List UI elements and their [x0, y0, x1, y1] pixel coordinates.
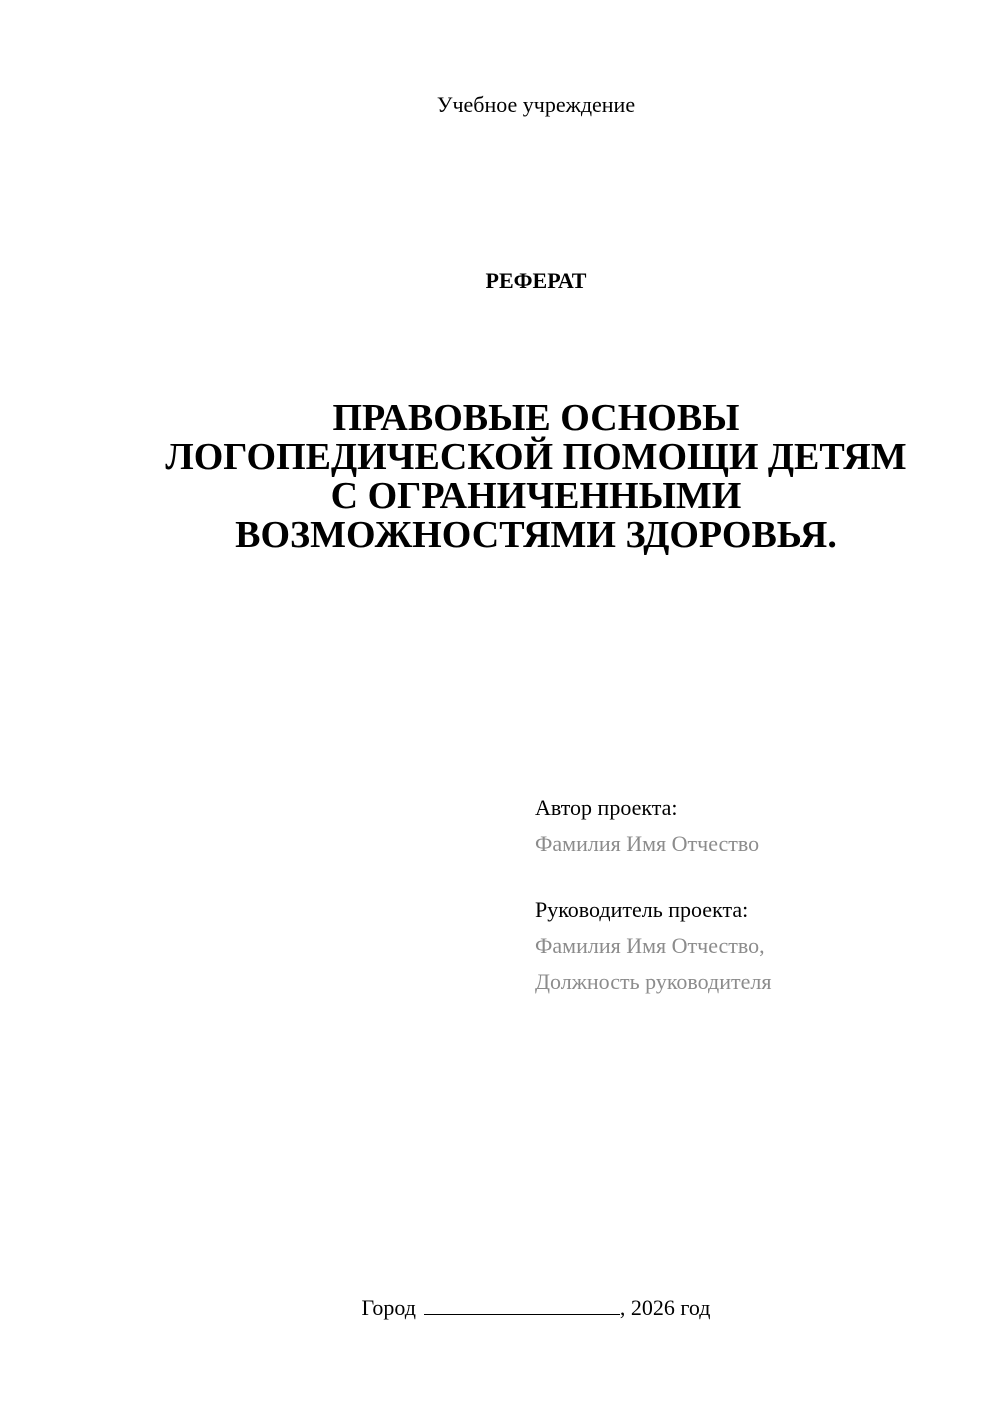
credits-block — [535, 790, 975, 1000]
supervisor-label: Руководитель проекта: — [535, 897, 749, 922]
title-line: ВОЗМОЖНОСТЯМИ ЗДОРОВЬЯ. — [235, 514, 837, 556]
supervisor-name: Фамилия Имя Отчество, — [535, 933, 765, 958]
institution-name: Учебное учреждение — [436, 92, 636, 117]
city-blank-line — [424, 1292, 620, 1315]
author-label: Автор проекта: — [535, 795, 678, 820]
title-line: ПРАВОВЫЕ ОСНОВЫ — [332, 397, 740, 439]
author-name: Фамилия Имя Отчество — [535, 831, 760, 856]
year-text: , 2026 год — [619, 1295, 711, 1320]
title-line: ЛОГОПЕДИЧЕСКОЙ ПОМОЩИ ДЕТЯМ — [165, 436, 907, 478]
title-line: С ОГРАНИЧЕННЫМИ — [330, 475, 742, 517]
document-type: РЕФЕРАТ — [485, 268, 587, 293]
city-label: Город — [361, 1295, 416, 1320]
city-year-line — [0, 1292, 1000, 1321]
supervisor-position: Должность руководителя — [535, 969, 772, 994]
credits-spacer — [535, 862, 975, 892]
document-title — [100, 399, 972, 555]
